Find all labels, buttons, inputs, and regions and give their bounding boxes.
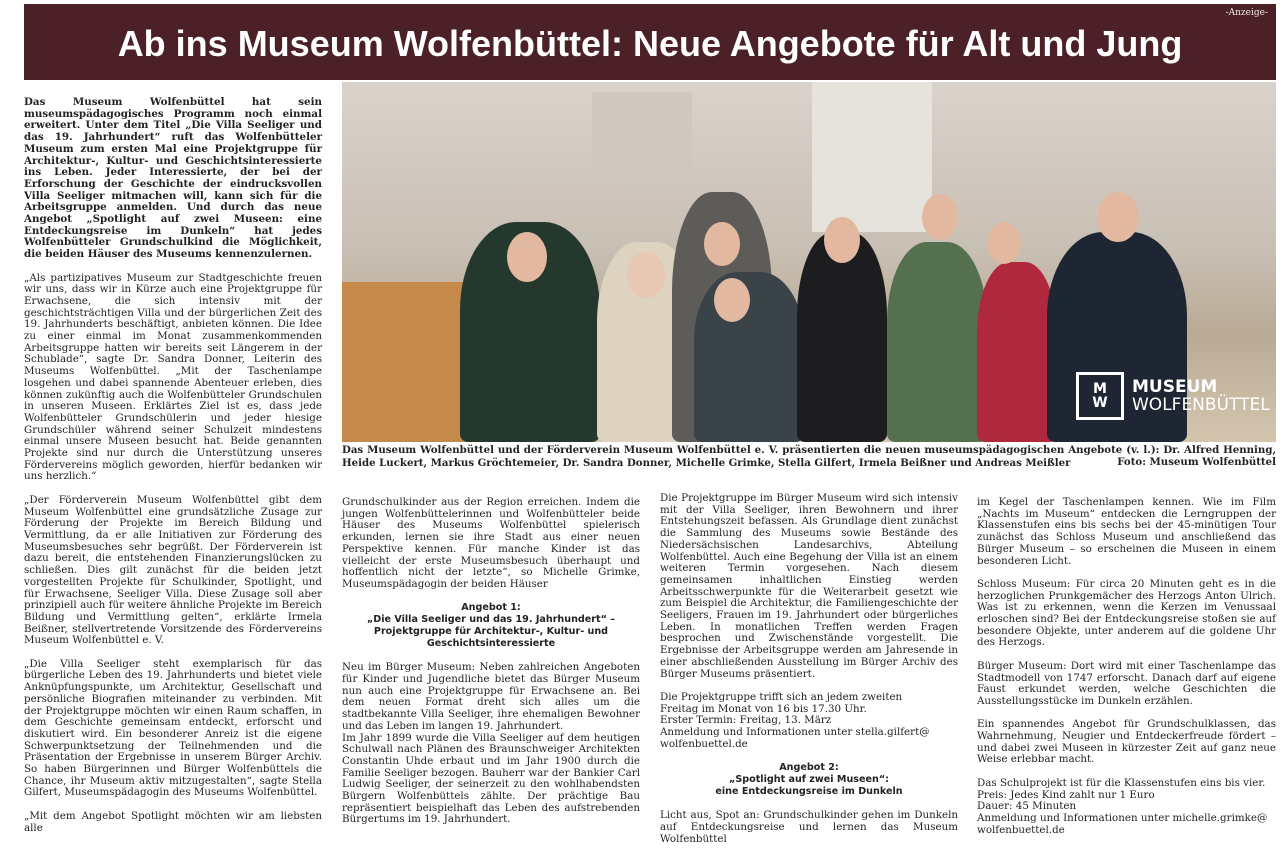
- offer-1-info: [660, 692, 958, 751]
- info-line: Das Schulprojekt ist für die Klassenstufen eins bis vier.: [977, 776, 1266, 789]
- info-line: Dauer: 45 Minuten: [977, 800, 1077, 813]
- contact-email[interactable]: Anmeldung und Informationen unter michelle.grimke@: [977, 811, 1268, 824]
- paragraph: Die Projektgruppe im Bürger Museum wird sich intensiv mit der Villa Seeliger, ihren Bewohnern und ihrer Entstehungszeit befassen. Als Grundlage dient zunächst die Sammlung des Museums sowie Bestände des Niedersächsischen Landesarchivs, Abteilung Wolfenbüttel. Auch eine Begehung der Villa ist an einem weiteren Termin vorgesehen. Nach diesem gemeinsamen inhaltlichen Einstieg werden Arbeitsschwerpunkte für die Weiterarbeit gesetzt wie zum Beispiel die Architektur, die Familiengeschichte der Seeligers, Frauen im 19. Jahrhundert oder bürgerliches Leben. In monatlichen Treffen werden Fragen besprochen und Zwischenstände vorgestellt. Die Ergebnisse der Arbeitsgruppe werden am Jahresende in einer abschließenden Ausstellung im Bürger Archiv des Bürger Museums präsentiert.: [660, 492, 958, 680]
- info-line: Preis: Jedes Kind zahlt nur 1 Euro: [977, 788, 1155, 801]
- paragraph: „Als partizipatives Museum zur Stadtgeschichte freuen wir uns, dass wir in Kürze auch eine Projektgruppe für Erwachsene, die sich intensiv mit der geschichtsträchtigen Villa und der bürgerlichen Zeit des 19. Jahrhunderts beschäftigt, anbieten können. Die Idee zu einer einmal im Monat zusammenkommenden Arbeitsgruppe hatten wir bereits seit Längerem in der Schublade“, sagte Dr. Sandra Donner, Leiterin des Museums Wolfenbüttel. „Mit der Taschenlampe losgehen und dabei spannende Abenteuer erleben, dies können zukünftig auch die Wolfenbütteler Grundschulen in unseren Museen. Erklärtes Ziel ist es, dass jede Wolfenbütteler Grundschülerin und jeder hiesige Grundschüler während seiner Schulzeit mindestens einmal unsere Museen besucht hat. Beide genannten Projekte sind nur durch die Unterstützung unseres Fördervereins möglich geworden, hierfür bedanken wir uns herzlich.“: [24, 271, 322, 483]
- person-head: [507, 232, 547, 282]
- group-photo: [342, 82, 1276, 442]
- logo-line2: WOLFENBÜTTEL: [1132, 395, 1270, 415]
- subheading-line: Angebot 1:: [461, 602, 521, 614]
- subheading-offer-2: [660, 762, 958, 798]
- paragraph: im Kegel der Taschenlampen kennen. Wie im Film „Nachts im Museum“ entdecken die Lerngruppen der Klassenstufen eins bis sechs bei der 45-minütigen Tour zunächst das Schloss Museum und anschließend das Bürger Museum – so erscheinen die Museen in einem besonderen Licht.: [977, 496, 1276, 567]
- paragraph: Ein spannendes Angebot für Grundschulklassen, das Wahrnehmung, Neugier und Entdeckerfreude fördert – und dabei zwei Museen in kürzester Zeit auf ganz neue Weise erlebbar macht.: [977, 718, 1276, 766]
- person-head: [627, 252, 665, 298]
- paragraph: Licht aus, Spot an: Grundschulkinder gehen im Dunkeln auf Entdeckungsreise und lernen das Museum Wolfenbüttel: [660, 809, 958, 845]
- headline-banner: [24, 4, 1276, 80]
- person-head: [922, 194, 958, 240]
- subheading-offer-1: [342, 602, 640, 650]
- museum-logo: [1076, 372, 1270, 420]
- contact-email-domain[interactable]: wolfenbuettel.de: [977, 823, 1065, 836]
- article-column-3: [660, 493, 958, 857]
- contact-email[interactable]: Anmeldung und Informationen unter stella.gilfert@: [660, 726, 930, 739]
- paragraph: Neu im Bürger Museum: Neben zahlreichen Angeboten für Kinder und Jugendliche bietet das Bürger Museum nun auch eine Projektgruppe für Erwachsene an. Bei dem neuen Format dreht sich alles um die stadtbekannte Villa Seeliger, ihre ehemaligen Bewohner und das Leben im langen 19. Jahrhundert.: [342, 661, 640, 732]
- photo-caption: Das Museum Wolfenbüttel und der Förderverein Museum Wolfenbüttel e. V. präsentierten die neuen museumspädagogischen Angebote (v. l.): Dr. Alfred Henning, Heide Luckert, Markus Gröchtemeier, Dr. Sandra Donner, Michelle Grimke, Stella Gilfert, Irmela Beißner und Andreas Meißler: [342, 444, 1276, 469]
- article-column-4: [977, 497, 1276, 836]
- paragraph: Grundschulkinder aus der Region erreichen. Indem die jungen Wolfenbüttelerinnen und Wolfenbütteler beide Häuser des Museums Wolfenbüttel spielerisch erkunden, lernen sie ihre Stadt aus einer neuen Perspektive kennen. Für manche Kinder ist das vielleicht der erste Museumsbesuch überhaupt und hoffentlich nicht der letzte“, so Michelle Grimke, Museumspädagogin der beiden Häuser: [342, 496, 640, 590]
- logo-mark: M W: [1076, 372, 1124, 420]
- info-line: Die Projektgruppe trifft sich an jedem zweiten: [660, 690, 903, 703]
- subheading-line: Angebot 2:: [779, 762, 839, 774]
- article-column-1: [24, 97, 322, 846]
- subheading-line: Projektgruppe für Architektur-, Kultur- und Geschichtsinteressierte: [373, 626, 609, 650]
- subheading-line: „Spotlight auf zwei Museen“:: [729, 774, 889, 786]
- person-head: [704, 222, 740, 266]
- headline: Ab ins Museum Wolfenbüttel: Neue Angebote für Alt und Jung: [117, 23, 1183, 64]
- subheading-line: eine Entdeckungsreise im Dunkeln: [715, 786, 903, 798]
- subheading-line: „Die Villa Seeliger und das 19. Jahrhundert“ –: [366, 614, 616, 626]
- display-case: [812, 82, 932, 232]
- person-head: [1097, 192, 1139, 242]
- logo-line1: MUSEUM: [1132, 377, 1218, 397]
- person-head: [824, 217, 860, 263]
- person: [977, 262, 1057, 442]
- paragraph: Schloss Museum: Für circa 20 Minuten geht es in die herzoglichen Prunkgemächer des Herzogs Anton Ulrich. Was ist zu erkennen, wenn die Kerzen im Venussaal erloschen sind? Bei der Entdeckungsreise stoßen sie auf besondere Objekte, unter anderem auf die goldene Uhr des Herzogs.: [977, 577, 1276, 649]
- paragraph: „Der Förderverein Museum Wolfenbüttel gibt dem Museum Wolfenbüttel eine grundsätzliche Zusage zur Förderung der Projekte im Bereich Bildung und Vermittlung, da er alle Initiativen zur Förderung des Museumsbesuches sehr begrüßt. Der Förderverein ist dazu bereit, die entstehenden Finanzierungslücken zu schließen. Dies gilt zunächst für die beiden jetzt vorgestellten Projekte für Schulkinder, Spotlight, und für Erwachsene, Seeliger Villa. Diese Zusage soll aber prinzipiell auch für weitere ähnliche Projekte im Bereich Bildung und Vermittlung gelten“, erklärte Irmela Beißner, stellvertretende Vorsitzende des Fördervereins Museum Wolfenbüttel e. V.: [24, 493, 322, 647]
- person-head: [714, 278, 750, 322]
- person: [797, 232, 887, 442]
- contact-email-domain[interactable]: wolfenbuettel.de: [660, 737, 748, 750]
- advertisement-tag: -Anzeige-: [1225, 8, 1268, 18]
- article-lead: Das Museum Wolfenbüttel hat sein museumspädagogisches Programm noch einmal erweitert. Unter dem Titel „Die Villa Seeliger und das 19. Jahrhundert“ ruft das Wolfenbütteler Museum zum ersten Mal eine Projektgruppe für Architektur-, Kultur- und Geschichtsinteressierte ins Leben. Jeder Interessierte, der bei der Erforschung der Geschichte der eindrucksvollen Villa Seeliger mitmachen will, kann sich für die Arbeitsgruppe anmelden. Und durch das neue Angebot „Spotlight auf zwei Museen: eine Entdeckungsreise im Dunkeln“ hat jedes Wolfenbütteler Grundschulkind die Möglichkeit, die beiden Häuser des Museums kennenzulernen.: [24, 96, 322, 261]
- paragraph: „Mit dem Angebot Spotlight möchten wir am liebsten alle: [24, 809, 322, 834]
- paragraph: Im Jahr 1899 wurde die Villa Seeliger auf dem heutigen Schulwall nach Plänen des Braunschweiger Architekten Constantin Uhde erbaut und im Jahr 1900 durch die Familie Seeliger bezogen. Bauherr war der Bankier Carl Ludwig Seeliger, der seinerzeit zu den wohlhabendsten Bürgern Wolfenbüttels zählte. Der prächtige Bau repräsentiert beispielhaft das Leben des aufstrebenden Bürgertums im 19. Jahrhundert.: [342, 731, 640, 826]
- article-column-2: [342, 497, 640, 838]
- info-line: Erster Termin: Freitag, 13. März: [660, 714, 832, 727]
- paragraph: „Die Villa Seeliger steht exemplarisch für das bürgerliche Leben des 19. Jahrhunderts und bietet viele Anknüpfungspunkte, um Architektur, Gesellschaft und persönliche Biografien miteinander zu verbinden. Mit der Projektgruppe möchten wir einen Raum schaffen, in dem Geschichte gemeinsam entdeckt, erforscht und diskutiert wird. Ein besonderer Anreiz ist die eigene Schwerpunktsetzung der Teilnehmenden und die Präsentation der Ergebnisse in unserem Bürger Archiv. So haben Bürgerinnen und Bürger Wolfenbüttels die Chance, ihr Museum aktiv mitzugestalten“, sagte Stella Gilfert, Museumspädagogin des Museums Wolfenbüttel.: [24, 657, 322, 799]
- person-head: [987, 222, 1021, 264]
- offer-2-info: [977, 778, 1276, 837]
- paragraph: Bürger Museum: Dort wird mit einer Taschenlampe das Stadtmodell von 1747 erforscht. Danach darf auf eigene Faust erkundet werden, welche Geschichten die Ausstellungsstücke im Dunkeln erzählen.: [977, 659, 1276, 707]
- person: [887, 242, 987, 442]
- exhibit-picture: [592, 92, 692, 182]
- info-line: Freitag im Monat von 16 bis 17.30 Uhr.: [660, 702, 867, 715]
- photo-credit: Foto: Museum Wolfenbüttel: [1117, 456, 1276, 468]
